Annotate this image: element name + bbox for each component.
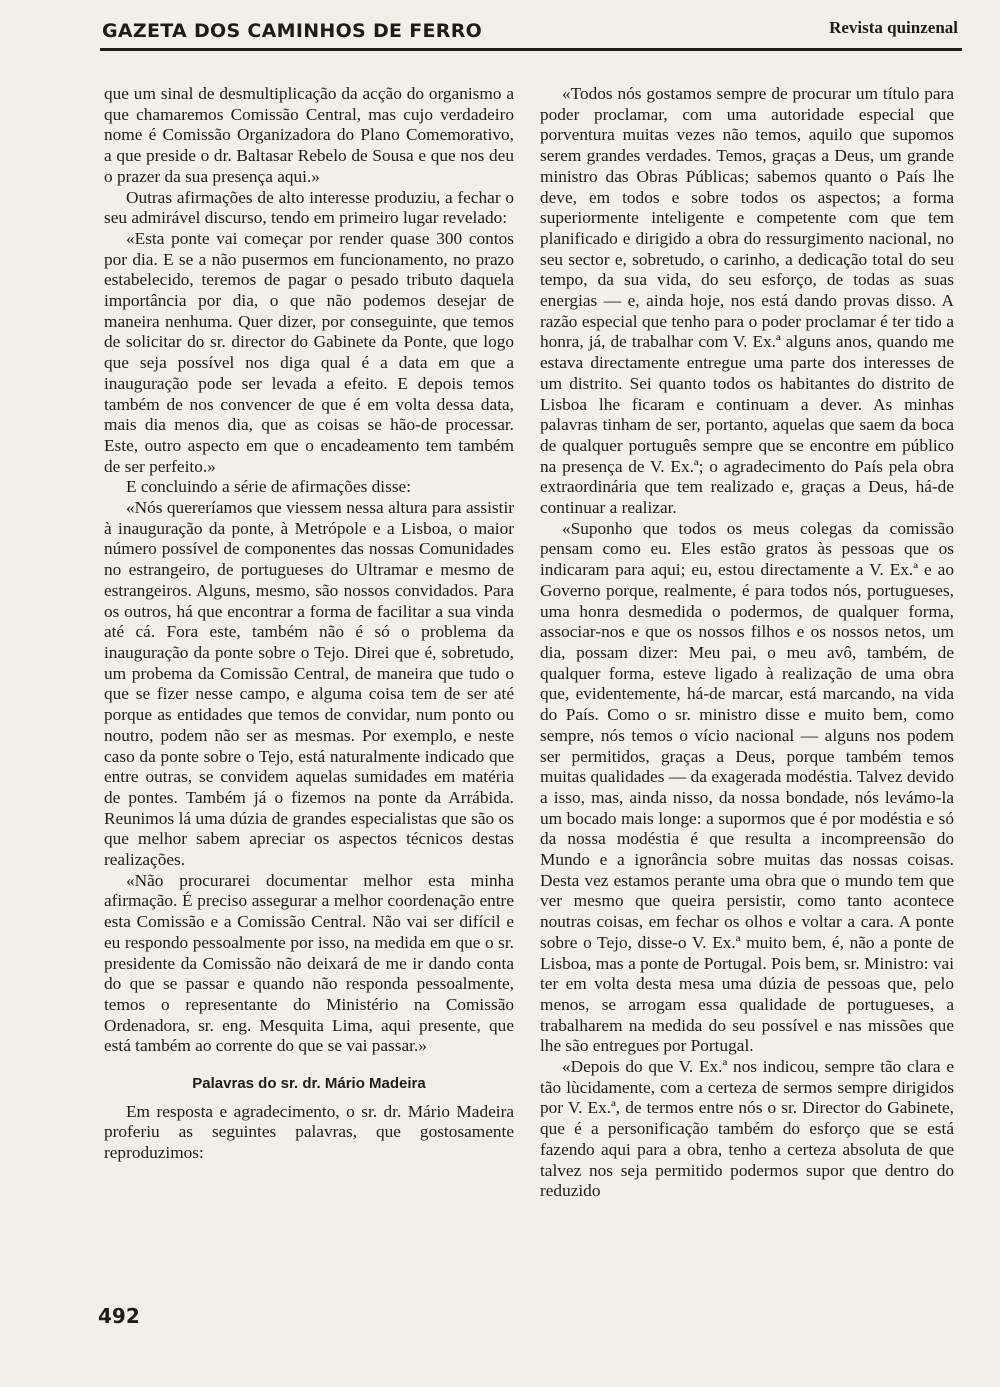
- paragraph: «Esta ponte vai começar por render quase 300 contos por dia. E se a não pusermos em funcionamento, no prazo estabelecido, teremos de pagar o pesado tributo daquela importância por dia, o que não podemos desejar de maneira nenhuma. Quer dizer, por conseguinte, que temos de solicitar do sr. director do Gabinete da Ponte, que logo que seja possível nos diga qual é a data em que a inauguração pode ser levada a efeito. E depois temos também de nos convencer de que é em volta dessa data, mais dia menos dia, que as coisas se hão-de processar. Este, outro aspecto em que o encadeamento tem também de ser perfeito.»: [104, 228, 514, 476]
- right-column: [540, 84, 954, 1202]
- paragraph: «Todos nós gostamos sempre de procurar um título para poder proclamar, com uma autoridade especial que porventura muitas vezes não temos, aquilo que supomos serem grandes verdades. Temos, graças a Deus, um grande ministro das Obras Públicas; sabemos quanto o País lhe deve, em todos e sobre todos os aspectos; a forma superiormente inteligente e competente com que tem planificado e dirigido a obra do ressurgimento nacional, no seu sector e, sobretudo, o carinho, a dedicação total do seu tempo, da sua vida, do seu esforço, de todas as suas energias — e, ainda hoje, nos está dando provas disso. A razão especial que tenho para o poder proclamar é ter tido a honra, já, de trabalhar com V. Ex.ª alguns anos, quando me estava directamente entregue uma parte dos interesses de um distrito. Sei quanto todos os habitantes do distrito de Lisboa lhe ficaram e continuam a dever. As minhas palavras tinham de ser, portanto, aquelas que saem da boca de qualquer português sempre que se encontre em público na presença de V. Ex.ª; o agradecimento do País pela obra extraordinária que tem realizado e, graças a Deus, há-de continuar a realizar.: [540, 84, 954, 518]
- masthead: [100, 14, 962, 51]
- journal-name: GAZETA DOS CAMINHOS DE FERRO: [102, 20, 483, 42]
- page-number: 492: [98, 1304, 140, 1328]
- paragraph: Outras afirmações de alto interesse produziu, a fechar o seu admirável discurso, tendo em primeiro lugar revelado:: [104, 187, 514, 228]
- section-subheading: Palavras do sr. dr. Mário Madeira: [192, 1075, 426, 1093]
- left-column: [104, 84, 514, 1164]
- paragraph: E concluindo a série de afirmações disse:: [126, 477, 412, 497]
- journal-subtitle: Revista quinzenal: [829, 18, 958, 37]
- paragraph: «Suponho que todos os meus colegas da comissão pensam como eu. Eles estão gratos às pessoas que os indicaram para aqui; eu, estou directamente a V. Ex.ª e ao Governo porque, realmente, é para todos nós, portugueses, uma honra desmedida o podermos, de qualquer forma, associar-nos e que os nossos filhos e os nossos netos, um dia, possam dizer: Meu pai, o meu avô, também, de qualquer forma, esteve ligado à realização de uma obra que, evidentemente, há-de marcar, está marcando, na vida do País. Como o sr. ministro disse e muito bem, como sempre, nós temos o vício nacional — alguns nos podem ser permitidos, graças a Deus, porque também temos muitas qualidades — da exagerada modéstia. Talvez devido a isso, mas, ainda nisso, da nossa bondade, nós levámo-la um bocado mais longe: a supormos que é por modéstia e só da nossa modéstia é que resulta a incompreensão do Mundo e a ignorância sobre muitas das nossas coisas. Desta vez estamos perante uma obra que o mundo tem que ver mesmo que queira persistir, como tanto acontece noutras coisas, em fechar os olhos e voltar a cara. A ponte sobre o Tejo, disse-o V. Ex.ª muito bem, é, não a ponte de Lisboa, mas a ponte de Portugal. Pois bem, sr. Ministro: vai ter em volta desta mesa uma dúzia de pessoas que, pelo menos, se arrogam essa qualidade de portugueses, a trabalharem na medida do seu possível e nas missões que lhe são entregues por Portugal.: [540, 518, 954, 1056]
- paragraph: Em resposta e agradecimento, o sr. dr. Mário Madeira proferiu as seguintes palavras, que gostosamente reproduzimos:: [104, 1101, 514, 1163]
- paragraph: que um sinal de desmultiplicação da acção do organismo a que chamaremos Comissão Central, mas cujo verdadeiro nome é Comissão Organizadora do Plano Comemorativo, a que preside o dr. Baltasar Rebelo de Sousa e que nos deu o prazer da sua presença aqui.»: [104, 84, 514, 186]
- paragraph: «Não procurarei documentar melhor esta minha afirmação. É preciso assegurar a melhor coordenação entre esta Comissão e a Comissão Central. Não vai ser difícil e eu respondo pessoalmente por isso, na medida em que o sr. presidente da Comissão não deixará de me ir dando conta do que se passar e quando não responda pessoalmente, temos o representante do Ministério na Comissão Ordenadora, sr. eng. Mesquita Lima, aqui presente, que está também ao corrente do que se vai passar.»: [104, 870, 514, 1056]
- paragraph: «Depois do que V. Ex.ª nos indicou, sempre tão clara e tão lùcidamente, com a certeza de sermos sempre dirigidos por V. Ex.ª, de termos entre nós o sr. Director do Gabinete, que é a personificação também do esforço que se está fazendo aqui para a obra, tenho a certeza absoluta de que talvez nos seja permitido podermos supor que dentro do reduzido: [540, 1057, 954, 1201]
- paragraph: «Nós quereríamos que viessem nessa altura para assistir à inauguração da ponte, à Metrópole e a Lisboa, o maior número possível de componentes das nossas Comunidades no estrangeiro, de portugueses do Ultramar e mesmo de estrangeiros. Alguns, mesmo, são nossos convidados. Para os outros, há que encontrar a forma de facilitar a sua vinda até cá. Fora este, também não é só o problema da inauguração da ponte sobre o Tejo. Direi que é, sobretudo, um probema da Comissão Central, de maneira que tudo o que se fizer nesse campo, e alguma coisa tem de ser até porque as entidades que temos de convidar, num ponto ou noutro, podem não ser as mesmas. Por exemplo, e neste caso da ponte sobre o Tejo, está naturalmente indicado que entre outras, se convidem aquelas sumidades em matéria de pontes. Também já o fizemos na ponte da Arrábida. Reunimos lá uma dúzia de grandes especialistas que são os que melhor sabem apreciar os aspectos técnicos destas realizações.: [104, 498, 514, 870]
